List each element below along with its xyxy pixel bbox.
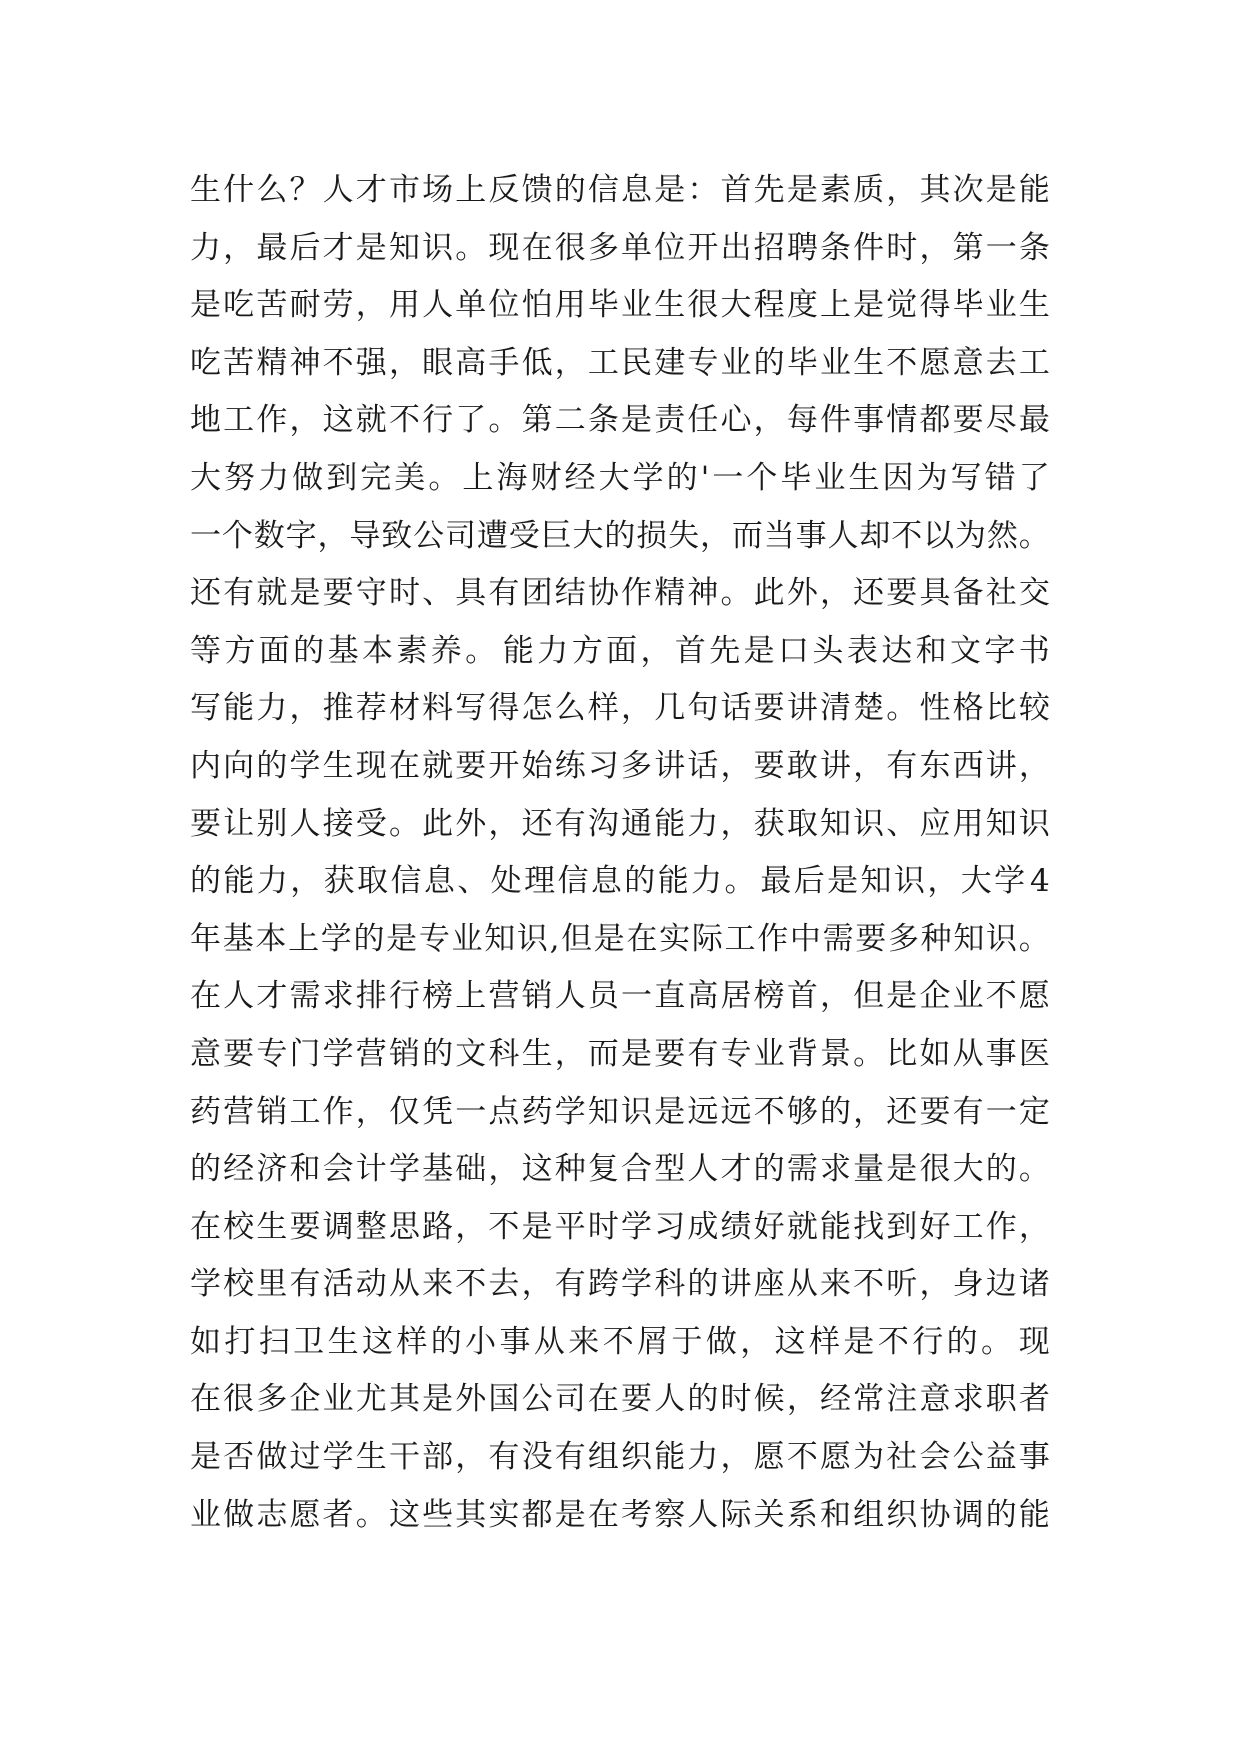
text-line: 如 打 扫 卫 生 这 样 的 小 事 从 来 不 屑 于 做 ， 这 样 是 不 行 的 。 现 [190,1323,1050,1360]
text-line: 的 能 力 ， 获 取 信 息 、 处 理 信 息 的 能 力 。 最 后 是 知 识 ， 大 学 4 [190,863,1050,900]
text-line: 年 基 本 上 学 的 是 专 业 知 识 , 但 是 在 实 际 工 作 中 需 要 多 种 知 识 。 [190,920,1050,957]
text-line: 在 人 才 需 求 排 行 榜 上 营 销 人 员 一 直 高 居 榜 首 ， 但 是 企 业 不 愿 [190,978,1050,1015]
text-line: 等 方 面 的 基 本 素 养 。 能 力 方 面 ， 首 先 是 口 头 表 达 和 文 字 书 [190,632,1050,669]
text-line: 在 校 生 要 调 整 思 路 ， 不 是 平 时 学 习 成 绩 好 就 能 找 到 好 工 作 ， [190,1208,1050,1245]
text-line: 内 向 的 学 生 现 在 就 要 开 始 练 习 多 讲 话 ， 要 敢 讲 ， 有 东 西 讲 ， [190,747,1050,784]
text-line: 学 校 里 有 活 动 从 来 不 去 ， 有 跨 学 科 的 讲 座 从 来 不 听 ， 身 边 诸 [190,1266,1050,1303]
text-line: 还 有 就 是 要 守 时 、 具 有 团 结 协 作 精 神 。 此 外 ， 还 要 具 备 社 交 [190,575,1050,612]
text-line: 力 ， 最 后 才 是 知 识 。 现 在 很 多 单 位 开 出 招 聘 条 件 时 ， 第 一 条 [190,229,1050,266]
text-line: 地 工 作 ， 这 就 不 行 了 。 第 二 条 是 责 任 心 ， 每 件 事 情 都 要 尽 最 [190,402,1050,439]
text-line: 生 什 么 ？ 人 才 市 场 上 反 馈 的 信 息 是 ： 首 先 是 素 质 ， 其 次 是 能 [190,172,1050,208]
text-line: 的 经 济 和 会 计 学 基 础 ， 这 种 复 合 型 人 才 的 需 求 量 是 很 大 的 。 [190,1151,1050,1188]
text-line: 是 吃 苦 耐 劳 ， 用 人 单 位 怕 用 毕 业 生 很 大 程 度 上 是 觉 得 毕 业 生 [190,287,1050,324]
text-line: 药 营 销 工 作 ， 仅 凭 一 点 药 学 知 识 是 远 远 不 够 的 ， 还 要 有 一 定 [190,1093,1050,1130]
text-line: 在 很 多 企 业 尤 其 是 外 国 公 司 在 要 人 的 时 候 ， 经 常 注 意 求 职 者 [190,1381,1050,1418]
text-line: 写 能 力 ， 推 荐 材 料 写 得 怎 么 样 ， 几 句 话 要 讲 清 楚 。 性 格 比 较 [190,690,1050,727]
text-line: 要 让 别 人 接 受 。 此 外 ， 还 有 沟 通 能 力 ， 获 取 知 识 、 应 用 知 识 [190,805,1050,842]
text-line: 意 要 专 门 学 营 销 的 文 科 生 ， 而 是 要 有 专 业 背 景 。 比 如 从 事 医 [190,1035,1050,1072]
text-line: 一 个 数 字 ， 导 致 公 司 遭 受 巨 大 的 损 失 ， 而 当 事 人 却 不 以 为 然 。 [190,517,1050,554]
text-line: 吃 苦 精 神 不 强 ， 眼 高 手 低 ， 工 民 建 专 业 的 毕 业 生 不 愿 意 去 工 [190,344,1050,381]
text-line: 业 做 志 愿 者 。 这 些 其 实 都 是 在 考 察 人 际 关 系 和 组 织 协 调 的 能 [190,1496,1050,1533]
text-line: 是 否 做 过 学 生 干 部 ， 有 没 有 组 织 能 力 ， 愿 不 愿 为 社 会 公 益 事 [190,1439,1050,1476]
body-text [190,162,1050,1544]
text-line: 大 努 力 做 到 完 美 。 上 海 财 经 大 学 的 ' 一 个 毕 业 生 因 为 写 错 了 [190,459,1050,496]
